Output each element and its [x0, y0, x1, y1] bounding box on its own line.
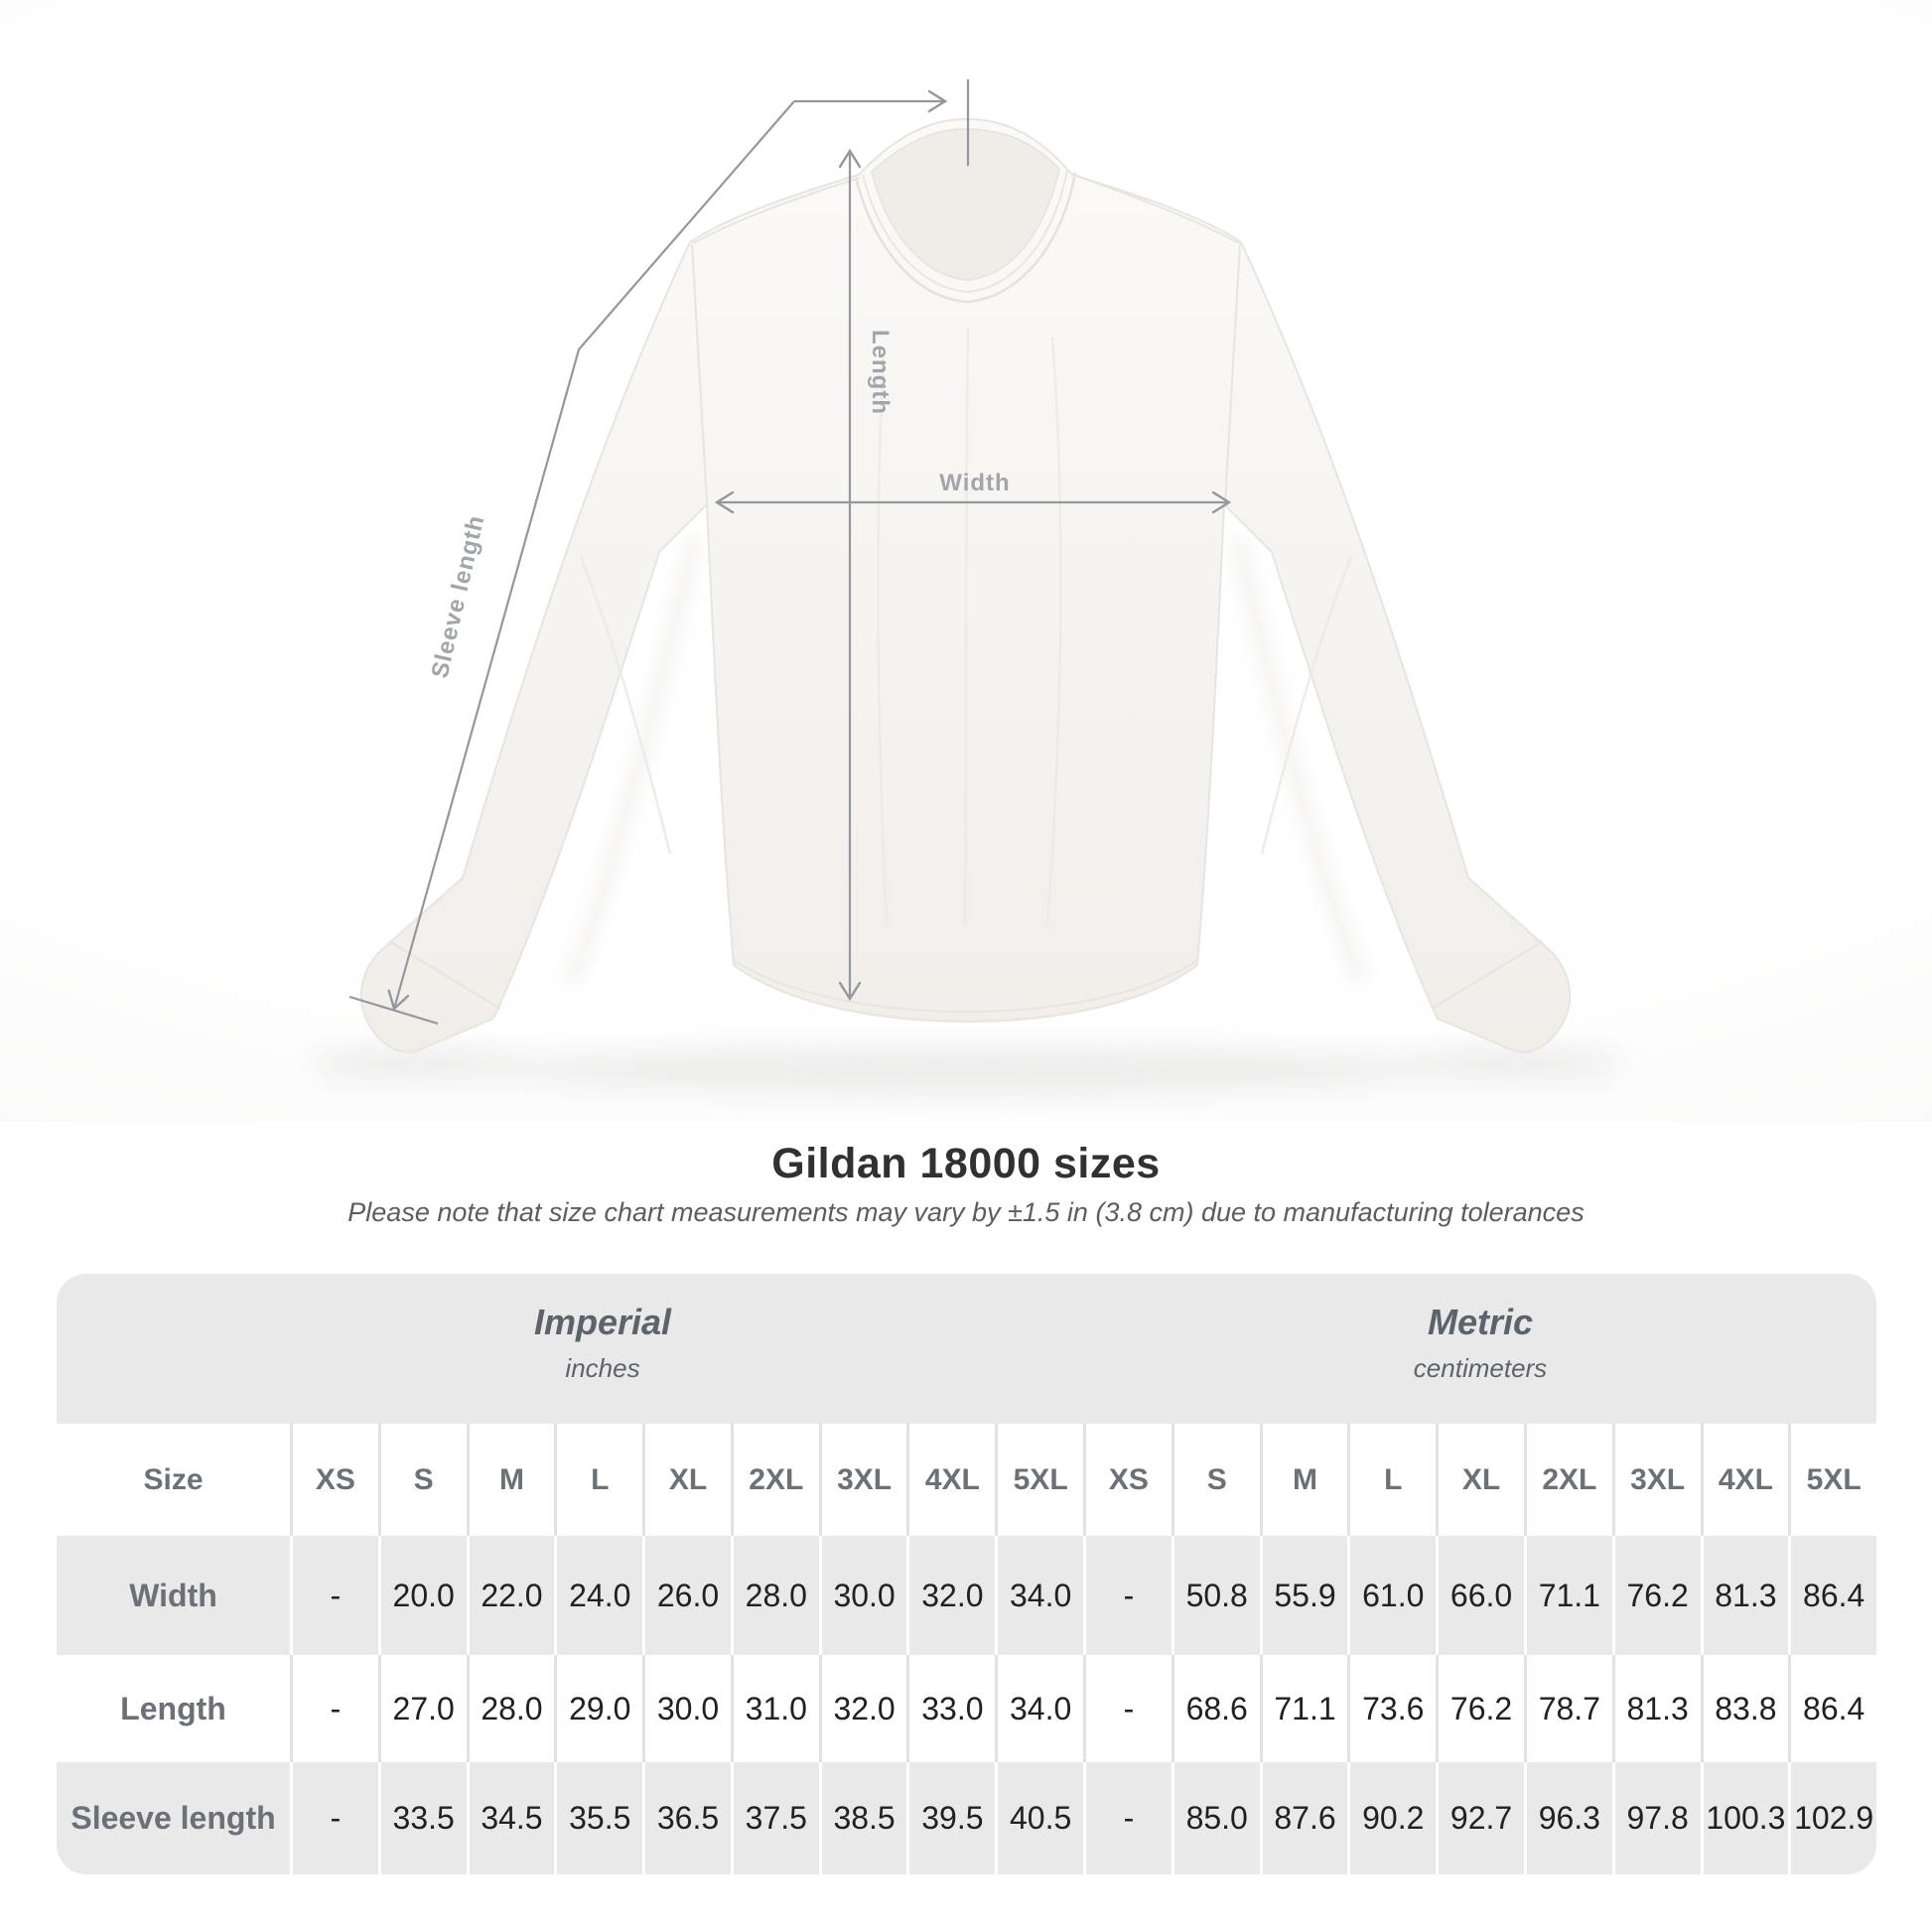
measurement-value-cell: 81.3 — [1612, 1655, 1701, 1762]
measurement-value-cell: 92.7 — [1436, 1762, 1524, 1874]
size-header-cell: XS — [1083, 1424, 1172, 1536]
width-measurement-label: Width — [939, 470, 1011, 496]
table-row — [57, 1536, 1876, 1655]
measurement-value-cell: 22.0 — [467, 1536, 555, 1655]
metric-sublabel: centimeters — [1413, 1353, 1548, 1383]
measurement-value-cell: 36.5 — [642, 1762, 731, 1874]
table-row — [57, 1762, 1876, 1874]
measurement-value-cell: - — [1083, 1655, 1172, 1762]
measurement-value-cell: 24.0 — [554, 1536, 642, 1655]
measurement-value-cell: 87.6 — [1260, 1762, 1348, 1874]
size-header-cell: 5XL — [1788, 1424, 1876, 1536]
measurement-value-cell: 32.0 — [906, 1536, 995, 1655]
size-header-cell: 2XL — [1524, 1424, 1612, 1536]
measurement-value-cell: 71.1 — [1524, 1536, 1612, 1655]
measurement-value-cell: 86.4 — [1788, 1655, 1876, 1762]
measurement-value-cell: 61.0 — [1347, 1536, 1436, 1655]
measurement-rows — [57, 1536, 1876, 1874]
measurement-value-cell: - — [1083, 1762, 1172, 1874]
measurement-value-cell: 33.5 — [378, 1762, 467, 1874]
unit-header-row — [57, 1274, 1876, 1424]
imperial-sublabel: inches — [565, 1353, 640, 1383]
size-header-cell: 3XL — [1612, 1424, 1701, 1536]
measurement-value-cell: 102.9 — [1788, 1762, 1876, 1874]
metric-label: Metric — [1427, 1302, 1534, 1342]
measurement-value-cell: 40.5 — [995, 1762, 1083, 1874]
garment-shadow — [308, 1046, 1624, 1094]
size-table — [57, 1274, 1876, 1874]
measurement-value-cell: 33.0 — [906, 1655, 995, 1762]
measurement-value-cell: 34.0 — [995, 1655, 1083, 1762]
measurement-value-cell: 90.2 — [1347, 1762, 1436, 1874]
measurement-value-cell: 30.0 — [642, 1655, 731, 1762]
size-header-cell: S — [1172, 1424, 1260, 1536]
measurement-value-cell: 39.5 — [906, 1762, 995, 1874]
row-label-cell: Sleeve length — [70, 1800, 276, 1836]
size-header-cell: 5XL — [995, 1424, 1083, 1536]
measurement-value-cell: 55.9 — [1260, 1536, 1348, 1655]
measurement-value-cell: 29.0 — [554, 1655, 642, 1762]
imperial-label: Imperial — [533, 1302, 672, 1342]
length-measurement-label: Length — [867, 330, 894, 415]
size-header-cell: XS — [290, 1424, 378, 1536]
row-label-cell: Length — [120, 1690, 226, 1726]
measurement-value-cell: 37.5 — [731, 1762, 819, 1874]
measurement-value-cell: 76.2 — [1612, 1536, 1701, 1655]
measurement-value-cell: 66.0 — [1436, 1536, 1524, 1655]
size-header-cell: XL — [642, 1424, 731, 1536]
measurement-value-cell: 76.2 — [1436, 1655, 1524, 1762]
sweatshirt-graphic — [361, 119, 1570, 1052]
measurement-value-cell: 83.8 — [1701, 1655, 1789, 1762]
size-header-cell: L — [1347, 1424, 1436, 1536]
size-header-cell: L — [554, 1424, 642, 1536]
size-header-row — [57, 1424, 1876, 1536]
measurement-value-cell: 85.0 — [1172, 1762, 1260, 1874]
size-header-cell: 2XL — [731, 1424, 819, 1536]
measurement-value-cell: 27.0 — [378, 1655, 467, 1762]
measurement-value-cell: 96.3 — [1524, 1762, 1612, 1874]
size-column-header-cell: Size — [143, 1462, 204, 1496]
size-header-cell: 4XL — [1701, 1424, 1789, 1536]
measurement-value-cell: 71.1 — [1260, 1655, 1348, 1762]
measurement-value-cell: 26.0 — [642, 1536, 731, 1655]
row-label-cell: Width — [129, 1577, 217, 1613]
measurement-value-cell: 38.5 — [819, 1762, 907, 1874]
measurement-value-cell: 100.3 — [1701, 1762, 1789, 1874]
measurement-value-cell: 31.0 — [731, 1655, 819, 1762]
measurement-value-cell: 50.8 — [1172, 1536, 1260, 1655]
measurement-value-cell: 28.0 — [467, 1655, 555, 1762]
measurement-value-cell: 28.0 — [731, 1536, 819, 1655]
measurement-value-cell: - — [290, 1762, 378, 1874]
measurement-value-cell: 97.8 — [1612, 1762, 1701, 1874]
measurement-value-cell: - — [290, 1655, 378, 1762]
size-header-cell: M — [467, 1424, 555, 1536]
measurement-value-cell: 68.6 — [1172, 1655, 1260, 1762]
measurement-value-cell: 86.4 — [1788, 1536, 1876, 1655]
measurement-value-cell: - — [290, 1536, 378, 1655]
sleeve-length-measurement-label: Sleeve length — [426, 512, 490, 681]
metric-unit-header — [1414, 1302, 1547, 1384]
measurement-value-cell: - — [1083, 1536, 1172, 1655]
measurement-value-cell: 30.0 — [819, 1536, 907, 1655]
measurement-value-cell: 34.0 — [995, 1536, 1083, 1655]
tolerance-note: Please note that size chart measurements may vary by ±1.5 in (3.8 cm) due to manufacturing tolerances — [347, 1197, 1585, 1227]
measurement-value-cell: 78.7 — [1524, 1655, 1612, 1762]
size-header-cell: 4XL — [906, 1424, 995, 1536]
table-row — [57, 1655, 1876, 1762]
measurement-value-cell: 34.5 — [467, 1762, 555, 1874]
page-title: Gildan 18000 sizes — [771, 1140, 1161, 1187]
measurement-value-cell: 73.6 — [1347, 1655, 1436, 1762]
size-header-cell: 3XL — [819, 1424, 907, 1536]
imperial-unit-header — [534, 1302, 671, 1384]
size-header-cell: S — [378, 1424, 467, 1536]
size-header-cell: M — [1260, 1424, 1348, 1536]
size-header-cell: XL — [1436, 1424, 1524, 1536]
measurement-value-cell: 35.5 — [554, 1762, 642, 1874]
measurement-value-cell: 81.3 — [1701, 1536, 1789, 1655]
measurement-value-cell: 20.0 — [378, 1536, 467, 1655]
measurement-value-cell: 32.0 — [819, 1655, 907, 1762]
